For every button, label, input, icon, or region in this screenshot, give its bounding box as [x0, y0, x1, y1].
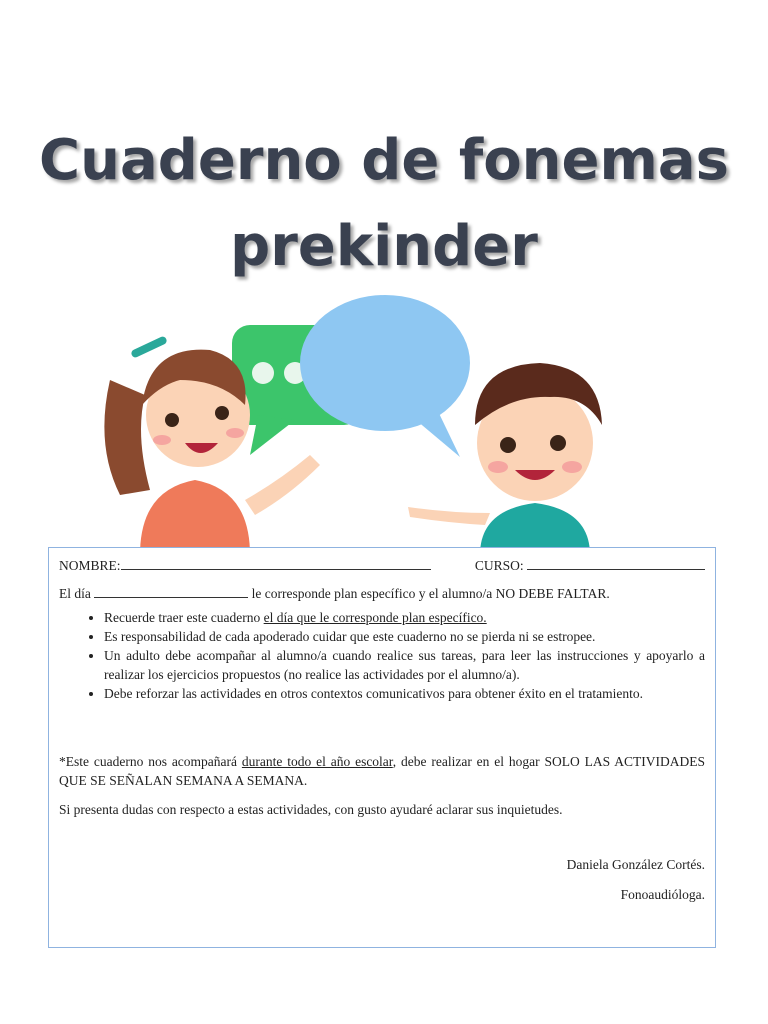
bullet-1-text: Recuerde traer este cuaderno — [104, 610, 264, 625]
signature-role: Fonoaudióloga. — [620, 887, 705, 902]
dia-blank[interactable] — [94, 585, 248, 598]
title-line-1: Cuaderno de fonemas — [39, 128, 729, 193]
nombre-label: NOMBRE: — [59, 558, 121, 573]
note-pre: *Este cuaderno nos acompañará — [59, 754, 242, 769]
page-title — [0, 118, 768, 290]
signature-name: Daniela González Cortés. — [566, 857, 705, 872]
list-item: • Un adulto debe acompañar al alumno/a cuando realice sus tareas, para leer las instrucciones y apoyarlo a realizar los ejercicios propuestos (no realice las actividades por el alumno/a). — [104, 646, 705, 684]
list-item — [104, 608, 705, 627]
nombre-blank[interactable] — [121, 557, 431, 570]
blue-speech-bubble-icon — [300, 295, 470, 457]
curso-blank[interactable] — [527, 557, 705, 570]
list-item: • Es responsabilidad de cada apoderado cuidar que este cuaderno no se pierda ni se estropee. — [104, 627, 705, 646]
note-underlined: durante todo el año escolar — [241, 754, 393, 769]
dia-prefix: El día — [59, 586, 91, 601]
curso-label: CURSO: — [474, 558, 524, 573]
name-course-row — [59, 557, 705, 574]
title-line-2: prekinder — [230, 214, 538, 279]
school-year-note — [59, 752, 705, 790]
bullet-1-underlined: el día que le corresponde plan específico. — [263, 610, 487, 625]
plan-day-row — [59, 585, 705, 602]
curso-field[interactable] — [475, 557, 705, 574]
nombre-field[interactable] — [59, 557, 431, 574]
dia-suffix: le corresponde plan específico y el alumno/a NO DEBE FALTAR. — [251, 586, 610, 601]
instructions-box — [48, 547, 716, 948]
list-item: • Debe reforzar las actividades en otros contextos comunicativos para obtener éxito en el tratamiento. — [104, 684, 705, 703]
doubts-paragraph: Si presenta dudas con respecto a estas actividades, con gusto ayudaré aclarar sus inquietudes. — [59, 802, 563, 817]
note-post: , debe realizar en el hogar SOLO LAS ACTIVIDADES QUE SE SEÑALAN SEMANA A SEMANA. — [59, 754, 705, 788]
instructions-list — [59, 608, 705, 703]
children-talking-illustration — [80, 285, 680, 550]
